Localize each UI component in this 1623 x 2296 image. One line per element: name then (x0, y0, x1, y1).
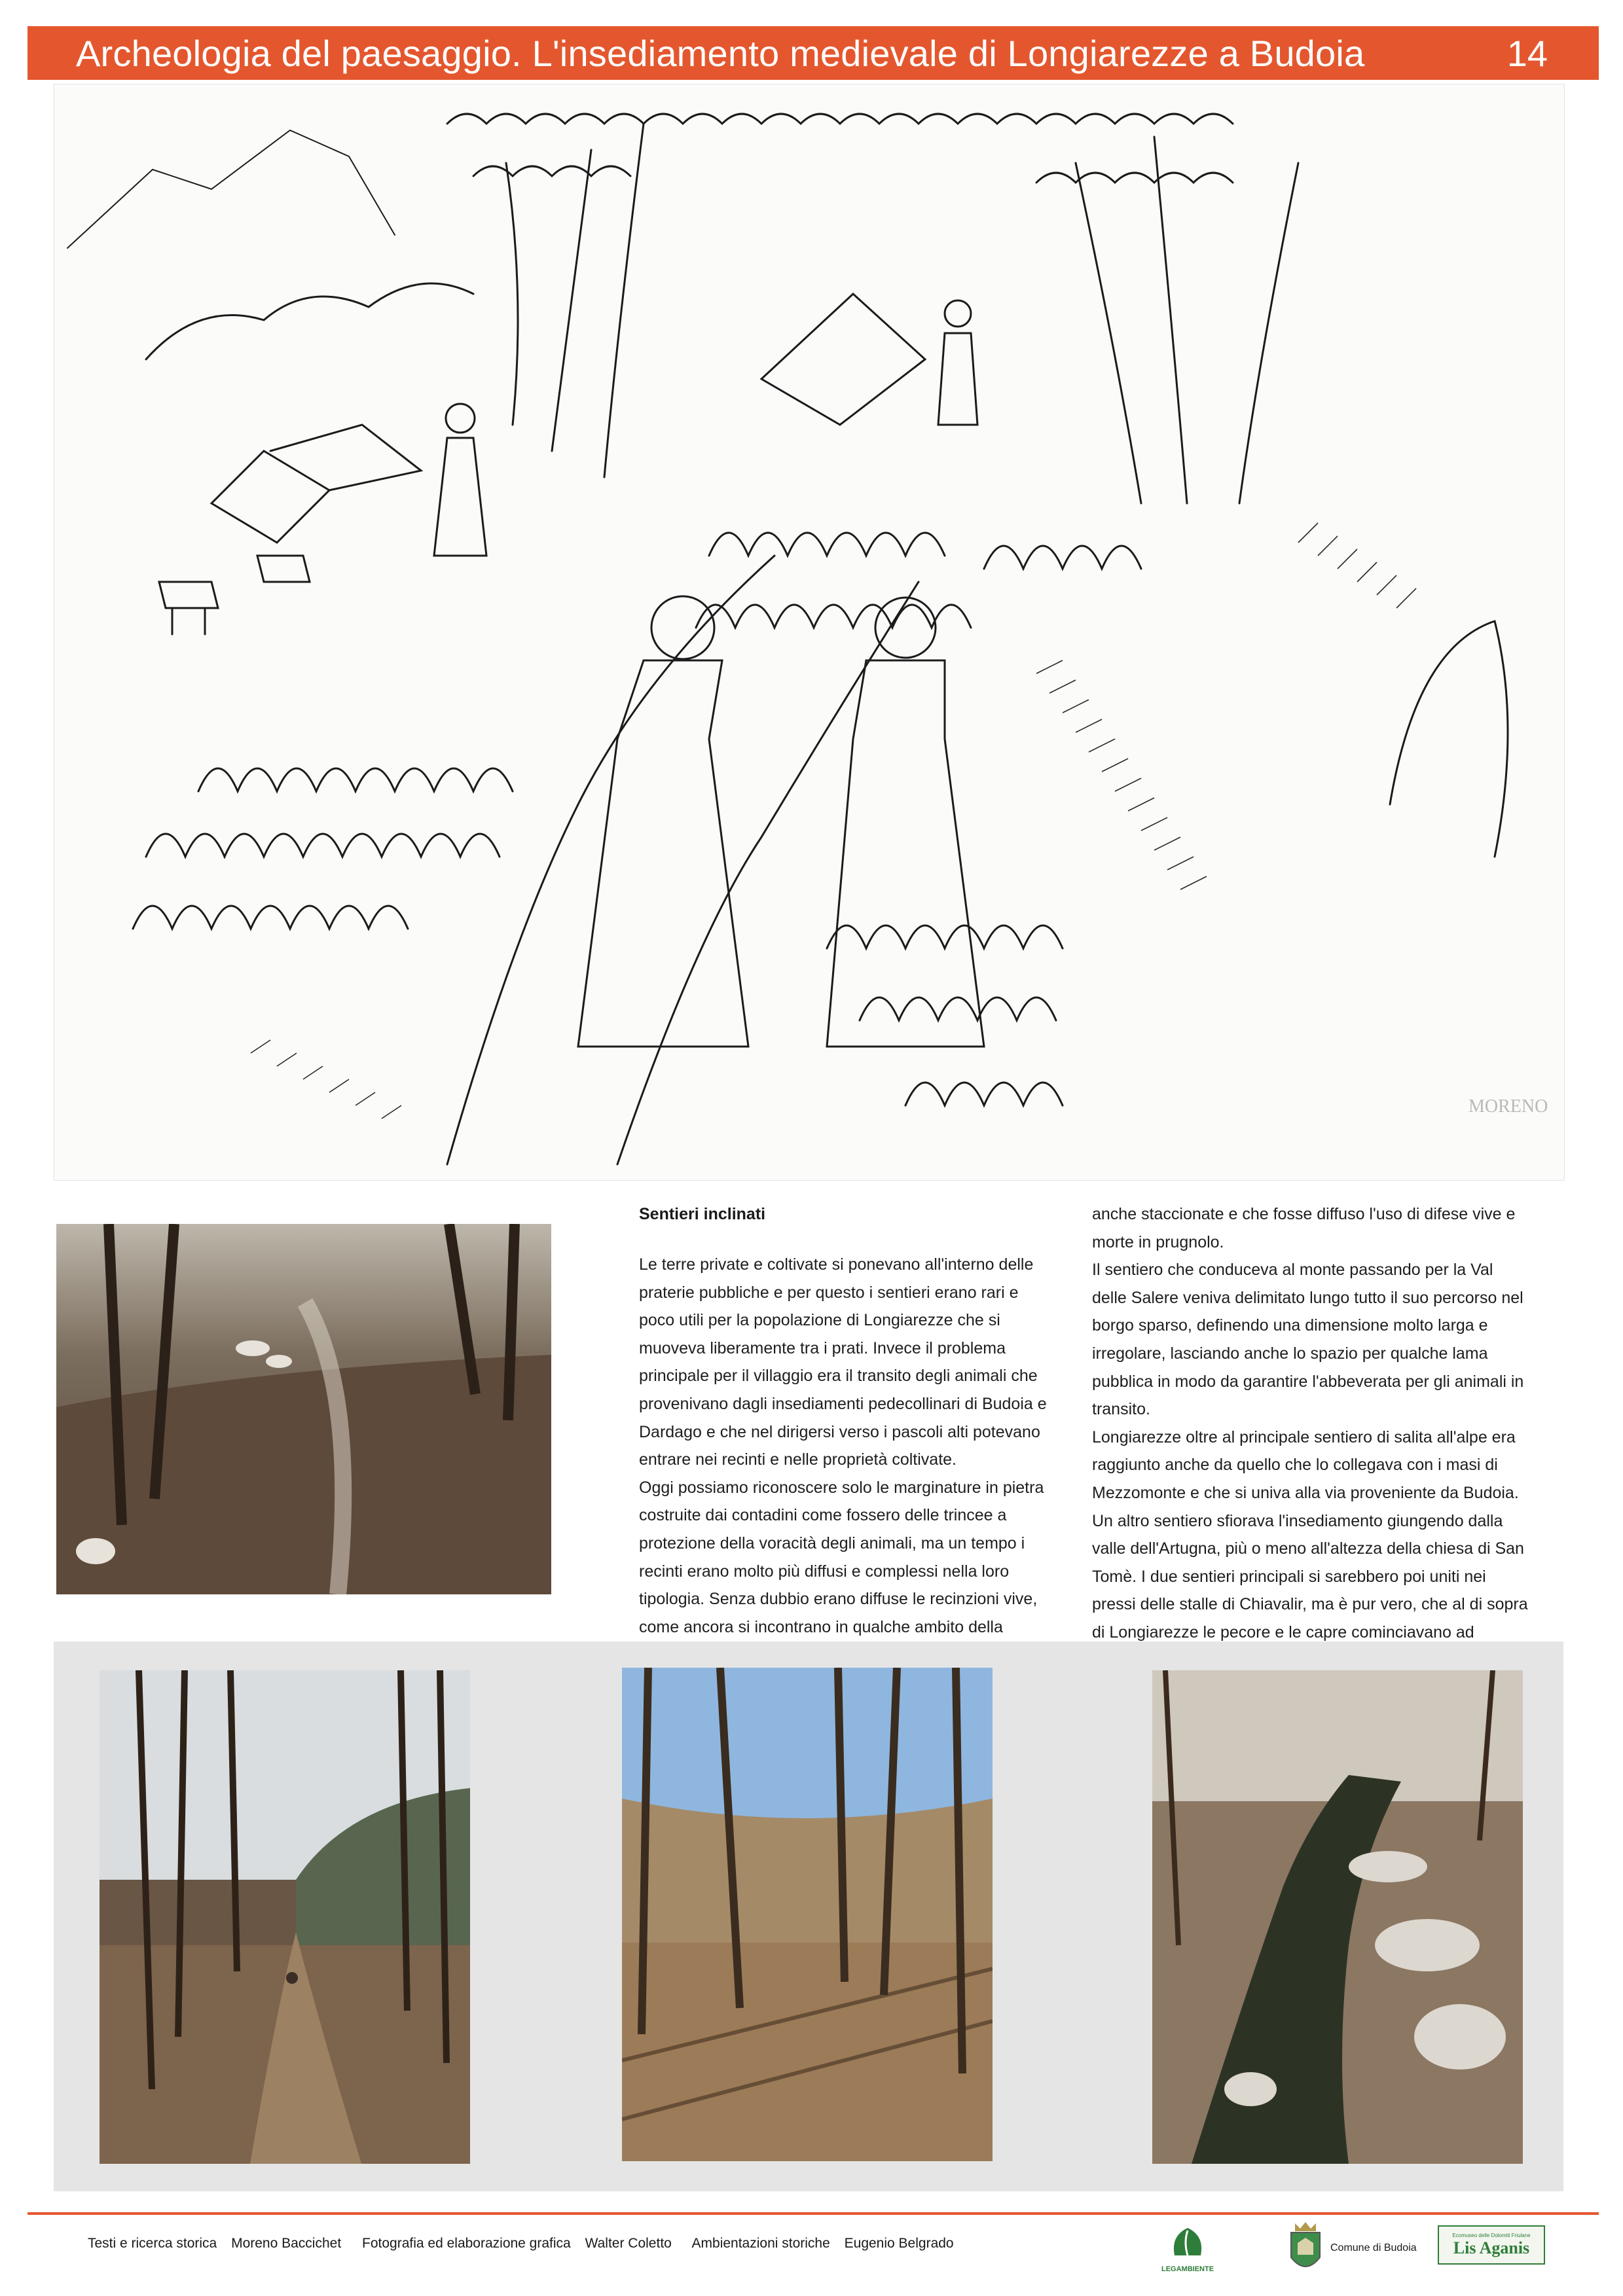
comune-budoia-logo (1286, 2219, 1417, 2278)
photo-forest-path-2 (622, 1668, 993, 2161)
footer-divider (27, 2212, 1599, 2215)
page-number: 14 (1506, 32, 1548, 74)
credit-text-name: Moreno Baccichet (231, 2236, 342, 2251)
photo-forest-path-1 (100, 1670, 470, 2164)
credit-illustration-label: Ambientazioni storiche (691, 2236, 830, 2251)
main-illustration (54, 84, 1565, 1181)
photo-stone-trench (1152, 1670, 1523, 2164)
photo-stone-path (56, 1224, 551, 1594)
credit-photo-label: Fotografia ed elaborazione grafica (362, 2236, 571, 2251)
credit-photo-name: Walter Coletto (585, 2236, 672, 2251)
credit-illustration-name: Eugenio Belgrado (844, 2236, 954, 2251)
lis-aganis-label: Lis Aganis (1453, 2238, 1530, 2257)
article-column-1: Le terre private e coltivate si ponevano all'interno delle praterie pubbliche e per questo i sentieri erano rari e poco utili per la popolazione di Longiarezze che si muoveva liberamente tra i prati. Invece il problema principale per il villaggio era il transito degli animali che provenivano dagli insediamenti pedecollinari di Budoia e Dardago e che nel dirigersi verso i pascoli alti potevano entrare nei recinti e nelle proprietà coltivate. Oggi possiamo riconoscere solo le marginature in pietra costruite dai contadini come fossero delle trincee a protezione della voracità degli animali, ma un tempo i recinti erano molto più diffusi e complessi nella loro tipologia. Senza dubbio erano diffuse le recinzioni vive, come ancora si incontrano in qualche ambito della (639, 1255, 1047, 1636)
legambiente-label: LEGAMBIENTE (1161, 2265, 1214, 2273)
illustration-signature: MORENO (1468, 1096, 1548, 1117)
page-title: Archeologia del paesaggio. L'insediamento medievale di Longiarezze a Budoia (76, 32, 1365, 74)
article-heading: Sentieri inclinati (639, 1205, 766, 1223)
budoia-crest-icon (1286, 2221, 1325, 2276)
credits-line (88, 2236, 964, 2251)
lis-aganis-logo (1438, 2225, 1545, 2265)
legambiente-logo (1158, 2223, 1218, 2272)
article-column-2: anche staccionate e che fosse diffuso l'uso di difese vive e morte in prugnolo. Il sentiero che conduceva al monte passando per la Val delle Salere veniva delimitato lungo tutto il suo percorso nel borgo sparso, definendo una dimensione molto larga e irregolare, lasciando anche lo spazio per qualche lama pubblica in modo da garantire l'abbeverata per gli animali in transito. Longiarezze oltre al principale sentiero di salita all'alpe era raggiunto anche da quello che lo collegava con i masi di Mezzomonte e che si univa alla via proveniente da Budoia. Un altro sentiero sfiorava l'insediamento giungendo dalla valle dell'Artugna, più o meno all'altezza della chiesa di San Tomè. I due sentieri principali si sarebbero poi uniti nei pressi delle stalle di Chiavalir, ma è pur vero, che al di sopra di Longiarezze le pecore e le capre cominciavano ad (1092, 1205, 1528, 1641)
comune-budoia-label: Comune di Budoia (1330, 2242, 1417, 2253)
lis-aganis-caption: Ecomuseo delle Dolomiti Friulane (1452, 2232, 1531, 2238)
credit-text-label: Testi e ricerca storica (88, 2236, 217, 2251)
header-bar (27, 26, 1599, 80)
